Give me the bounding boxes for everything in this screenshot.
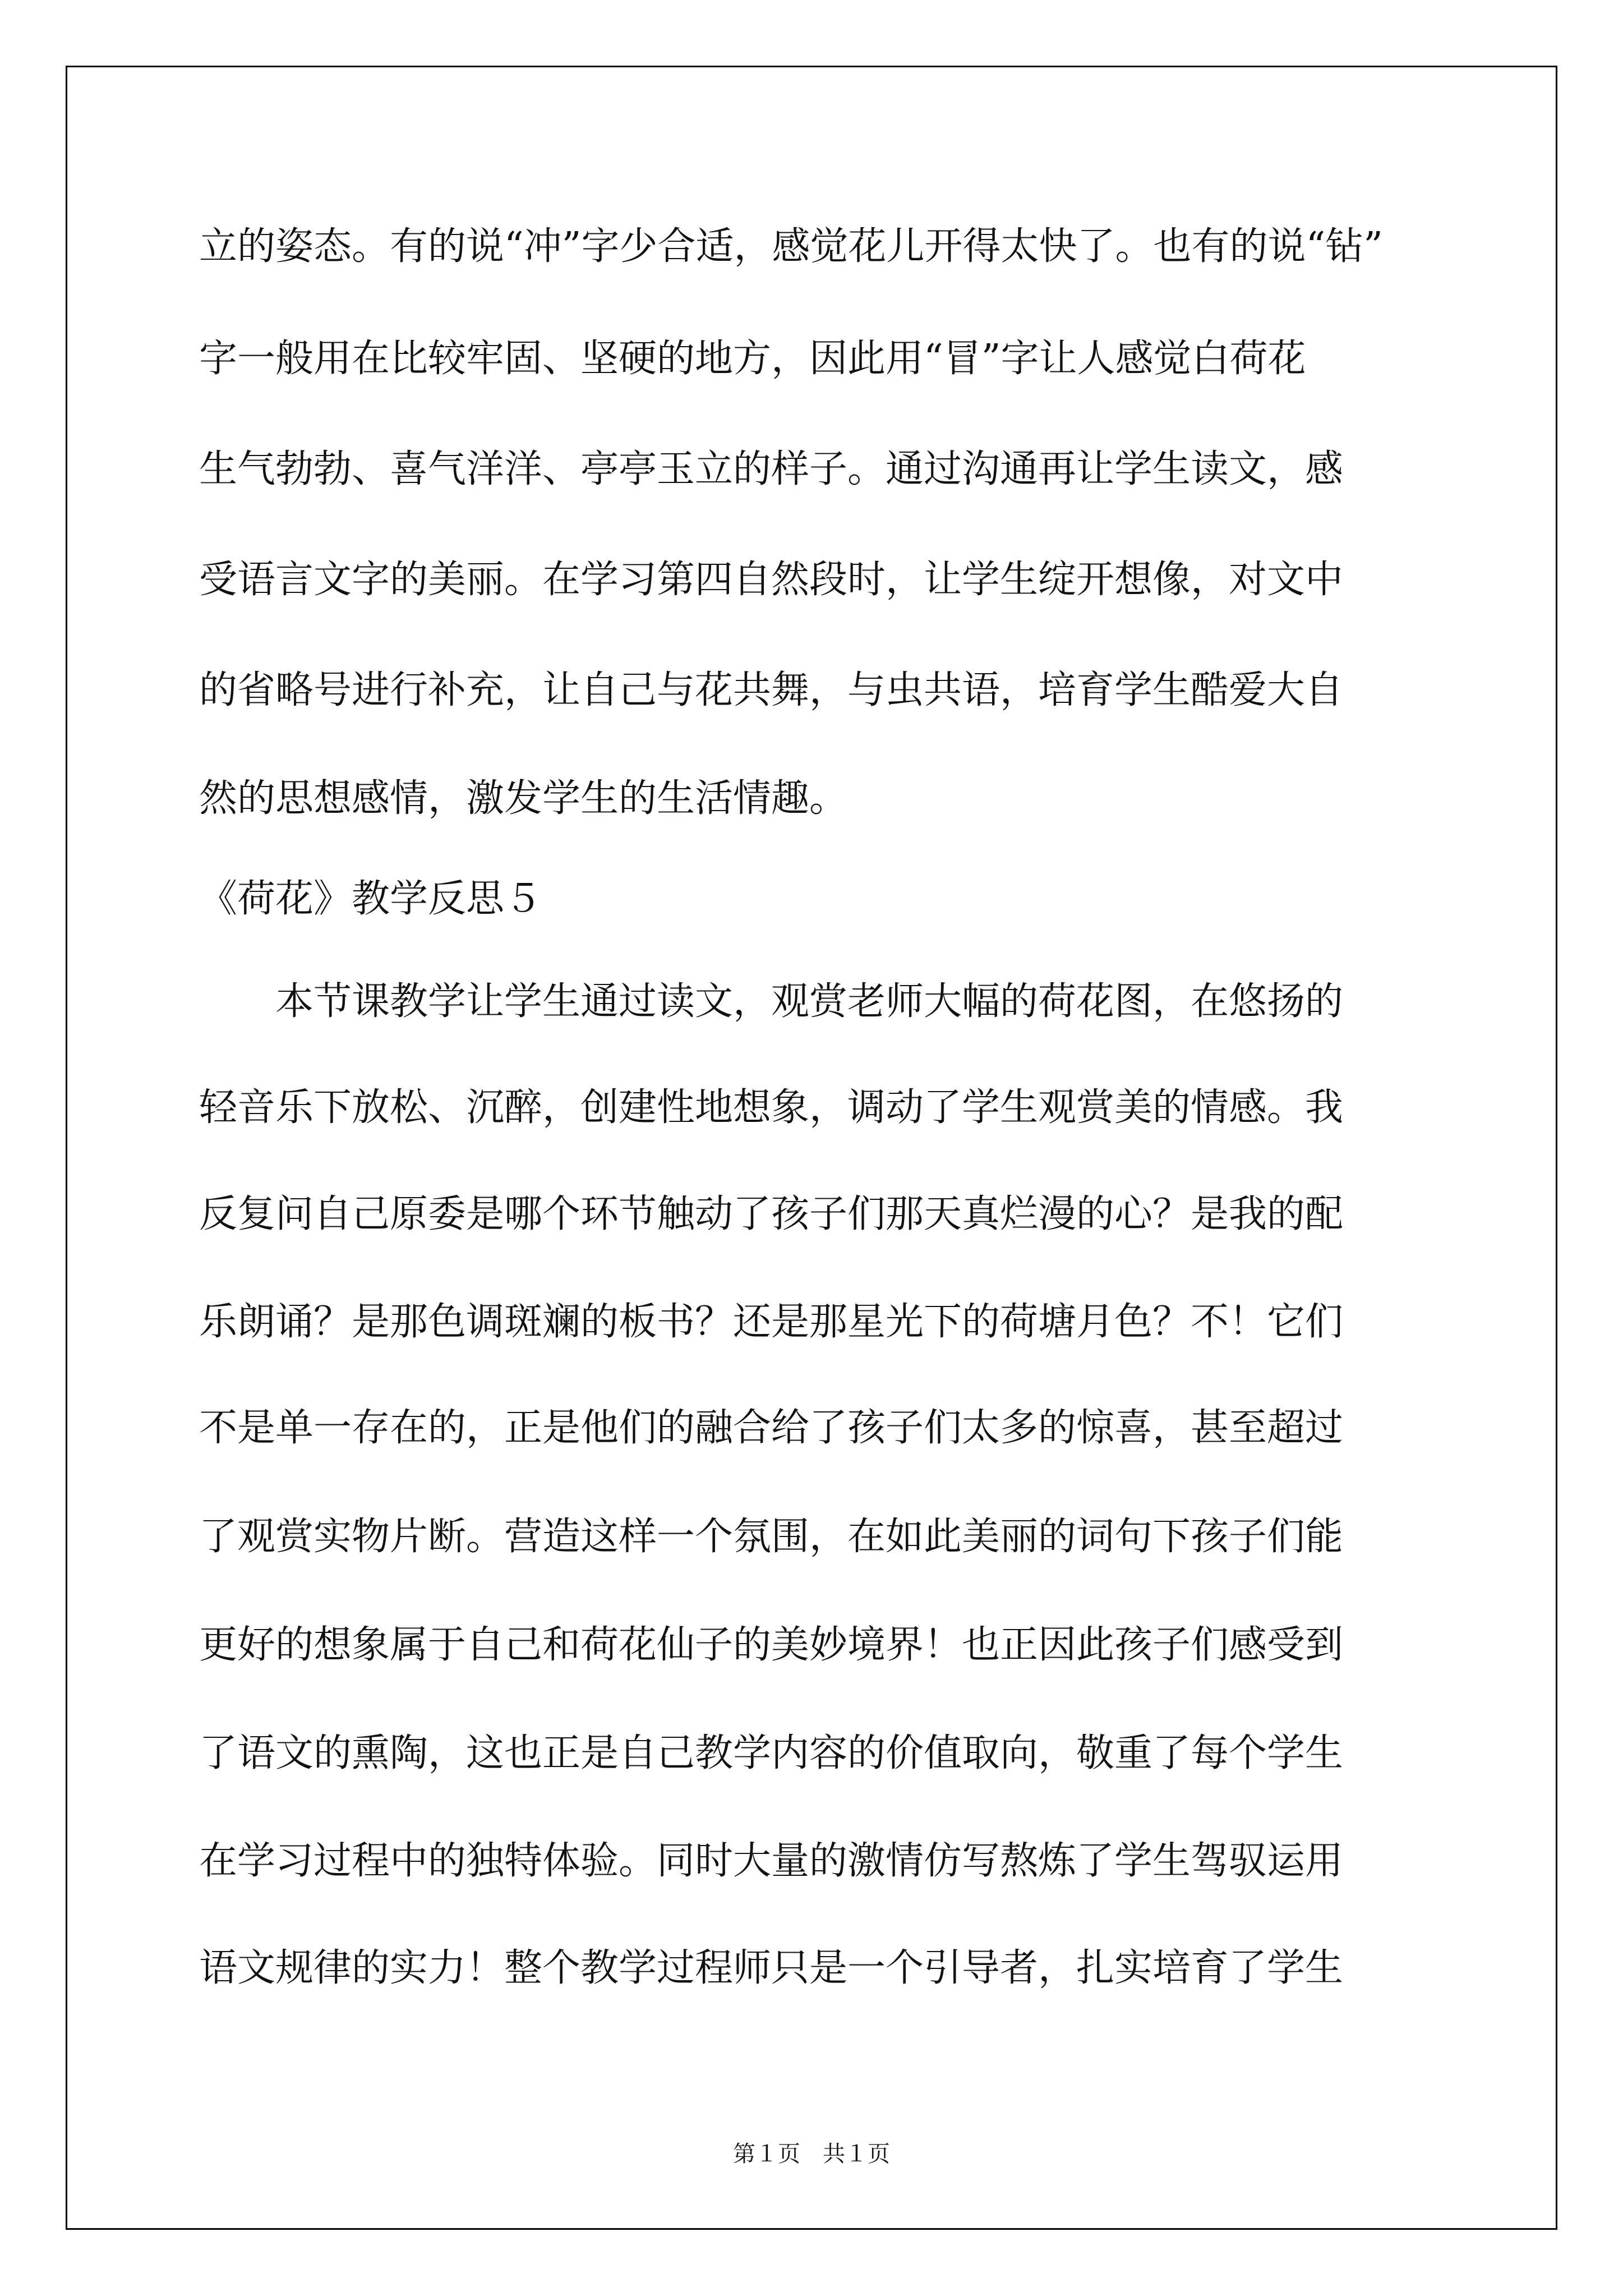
body-line: 乐朗诵？是那色调斑斓的板书？还是那星光下的荷塘月色？不！它们 (199, 1300, 1344, 1344)
body-line: 了语文的熏陶，这也正是自己教学内容的价值取向，敬重了每个学生 (199, 1731, 1344, 1775)
body-line: 立的姿态。有的说“冲”字少合适，感觉花儿开得太快了。也有的说“钻” (199, 224, 1384, 269)
body-line: 在学习过程中的独特体验。同时大量的激情仿写熬炼了学生驾驭运用 (199, 1839, 1344, 1883)
page-border (66, 66, 1557, 2230)
body-line: 的省略号进行补充，让自己与花共舞，与虫共语，培育学生酷爱大自 (199, 668, 1344, 712)
body-line: 更好的想象属于自己和荷花仙子的美妙境界！也正因此孩子们感受到 (199, 1623, 1344, 1667)
body-line: 反复问自己原委是哪个环节触动了孩子们那天真烂漫的心？是我的配 (199, 1192, 1344, 1236)
page-footer: 第１页 共１页 (733, 2141, 890, 2167)
body-line: 字一般用在比较牢固、坚硬的地方，因此用“冒”字让人感觉白荷花 (199, 337, 1306, 381)
body-line: 然的思想感情，激发学生的生活情趣。 (199, 776, 848, 821)
body-line: 本节课教学让学生通过读文，观赏老师大幅的荷花图，在悠扬的 (199, 979, 1344, 1024)
body-line: 受语言文字的美丽。在学习第四自然段时，让学生绽开想像，对文中 (199, 558, 1344, 602)
body-line: 轻音乐下放松、沉醉，创建性地想象，调动了学生观赏美的情感。我 (199, 1085, 1344, 1130)
section-heading: 《荷花》教学反思５ (199, 877, 543, 921)
body-line: 了观赏实物片断。营造这样一个氛围，在如此美丽的词句下孩子们能 (199, 1515, 1344, 1559)
body-line: 生气勃勃、喜气洋洋、亭亭玉立的样子。通过沟通再让学生读文，感 (199, 447, 1344, 491)
body-line: 不是单一存在的，正是他们的融合给了孩子们太多的惊喜，甚至超过 (199, 1406, 1344, 1450)
body-line: 语文规律的实力！整个教学过程师只是一个引导者，扎实培育了学生 (199, 1946, 1344, 1990)
